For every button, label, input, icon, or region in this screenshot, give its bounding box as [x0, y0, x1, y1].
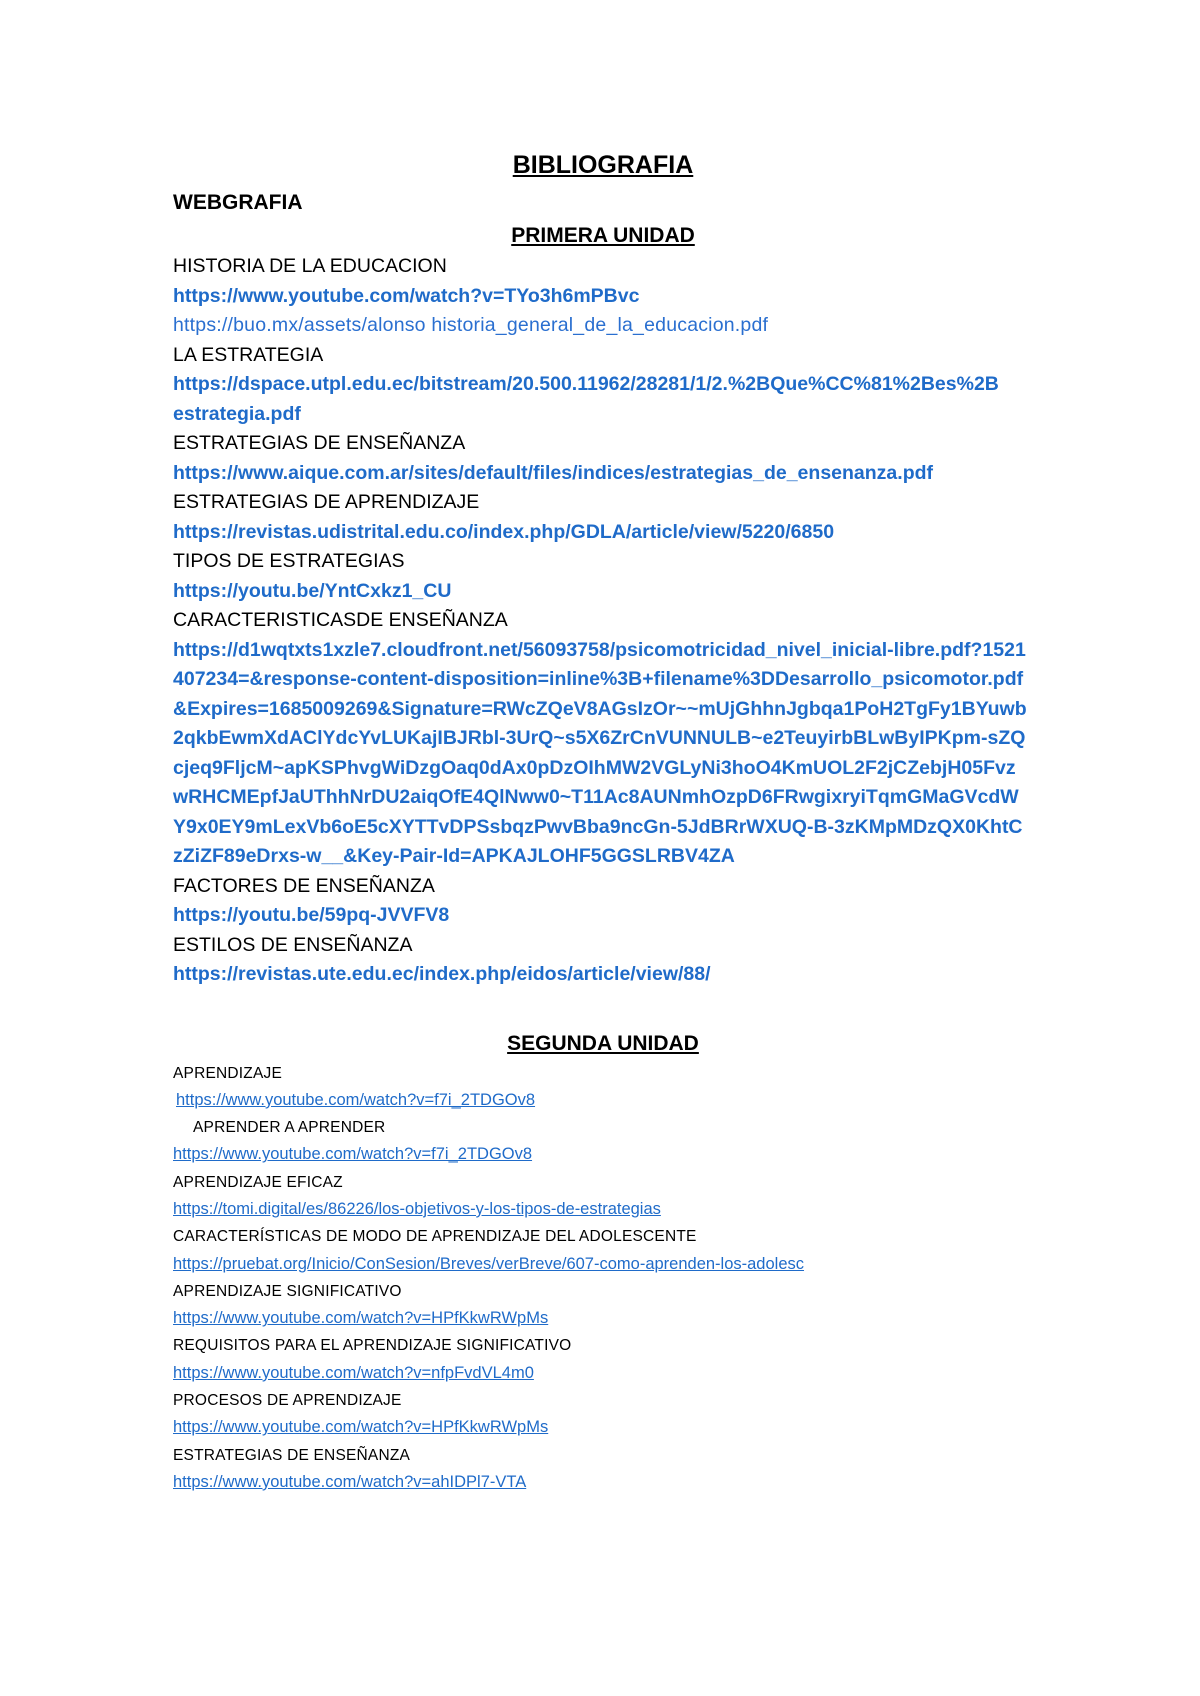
- document-page: [173, 148, 1073, 1496]
- page-title: BIBLIOGRAFIA: [512, 151, 694, 179]
- unit1-topic: ESTRATEGIAS DE APRENDIZAJE: [173, 491, 480, 513]
- unit2-link[interactable]: https://www.youtube.com/watch?v=HPfKkwRWpMs: [173, 1418, 549, 1437]
- unit1-topic: ESTILOS DE ENSEÑANZA: [173, 933, 413, 956]
- unit2-heading: SEGUNDA UNIDAD: [507, 1031, 699, 1055]
- unit1-link[interactable]: https://youtu.be/59pq-JVVFV8: [173, 904, 450, 926]
- unit2-link[interactable]: https://www.youtube.com/watch?v=HPfKkwRWpMs: [173, 1309, 549, 1328]
- unit1-topic: TIPOS DE ESTRATEGIAS: [173, 550, 405, 572]
- unit2-link[interactable]: https://tomi.digital/es/86226/los-objetivos-y-los-tipos-de-estrategias: [173, 1199, 661, 1218]
- unit1-list: [173, 252, 1073, 990]
- unit2-topic: APRENDIZAJE EFICAZ: [173, 1173, 343, 1191]
- webgrafia-label: WEBGRAFIA: [173, 191, 303, 214]
- unit1-link[interactable]: https://buo.mx/assets/alonso historia_general_de_la_educacion.pdf: [173, 314, 769, 336]
- unit2-topic: PROCESOS DE APRENDIZAJE: [173, 1392, 402, 1410]
- unit2-link[interactable]: https://pruebat.org/Inicio/ConSesion/Breves/verBreve/607-como-aprenden-los-adolesc: [173, 1254, 805, 1273]
- unit2-topic: ESTRATEGIAS DE ENSEÑANZA: [173, 1446, 411, 1464]
- unit1-topic: CARACTERISTICASDE ENSEÑANZA: [173, 609, 508, 631]
- unit1-link[interactable]: https://youtu.be/YntCxkz1_CU: [173, 579, 452, 602]
- unit2-topic: REQUISITOS PARA EL APRENDIZAJE SIGNIFICATIVO: [173, 1337, 572, 1355]
- unit2-topic: CARACTERÍSTICAS DE MODO DE APRENDIZAJE DEL ADOLESCENTE: [173, 1228, 697, 1246]
- unit2-topic: APRENDER A APRENDER: [193, 1119, 386, 1137]
- unit1-link[interactable]: https://www.youtube.com/watch?v=TYo3h6mPBvc: [173, 284, 640, 307]
- unit1-link[interactable]: https://www.aique.com.ar/sites/default/files/indices/estrategias_de_ensenanza.pdf: [173, 461, 934, 484]
- unit1-link[interactable]: https://revistas.udistrital.edu.co/index.php/GDLA/article/view/5220/6850: [173, 520, 835, 543]
- unit1-topic: FACTORES DE ENSEÑANZA: [173, 874, 435, 897]
- unit2-topic: APRENDIZAJE SIGNIFICATIVO: [173, 1282, 402, 1300]
- unit2-link[interactable]: https://www.youtube.com/watch?v=ahIDPl7-VTA: [173, 1472, 527, 1491]
- unit1-link[interactable]: https://d1wqtxts1xzle7.cloudfront.net/56093758/psicomotricidad_nivel_inicial-libre.pdf?1521407234=&response-content-disposition=inline%3B+filename%3DDesarrollo_psicomotor.pdf&Expires=1685009269&Signature=RWcZQeV8AGsIzOr~~mUjGhhnJgbqa1PoH2TgFy1BYuwb2qkbEwmXdAClYdcYvLUKajIBJRbl-3UrQ~s5X6ZrCnVUNNULB~e2TeuyirbBLwByIPKpm-sZQcjeq9FljcM~apKSPhvgWiDzgOaq0dAx0pDzOIhMW2VGLyNi3hoO4KmUOL2F2jCZebjH05FvzwRHCMEpfJaUThhNrDU2aiqOfE4QlNww0~T11Ac8AUNmhOzpD6FRwgixryiTqmGMaGVcdWY9x0EY9mLexVb6oE5cXYTTvDPSsbqzPwvBba9ncGn-5JdBRrWXUQ-B-3zKMpMDzQX0KhtCzZiZF89eDrxs-w__&Key-Pair-Id=APKAJLOHF5GGSLRBV4ZA: [173, 638, 1027, 867]
- unit2-link[interactable]: https://www.youtube.com/watch?v=nfpFvdVL4m0: [173, 1363, 534, 1382]
- unit1-topic: LA ESTRATEGIA: [173, 343, 324, 366]
- unit2-list: [173, 1060, 1073, 1497]
- section-spacer: [173, 990, 1073, 1028]
- unit1-heading: PRIMERA UNIDAD: [511, 224, 695, 247]
- unit1-topic: ESTRATEGIAS DE ENSEÑANZA: [173, 432, 466, 454]
- unit2-topic: APRENDIZAJE: [173, 1064, 282, 1082]
- unit1-link[interactable]: https://revistas.ute.edu.ec/index.php/eidos/article/view/88/: [173, 963, 711, 985]
- unit2-link[interactable]: https://www.youtube.com/watch?v=f7i_2TDGOv8: [176, 1090, 536, 1109]
- unit1-topic: HISTORIA DE LA EDUCACION: [173, 255, 447, 277]
- unit1-link[interactable]: https://dspace.utpl.edu.ec/bitstream/20.500.11962/28281/1/2.%2BQue%CC%81%2Bes%2Bestrategia.pdf: [173, 373, 999, 425]
- unit2-link[interactable]: https://www.youtube.com/watch?v=f7i_2TDGOv8: [173, 1145, 533, 1164]
